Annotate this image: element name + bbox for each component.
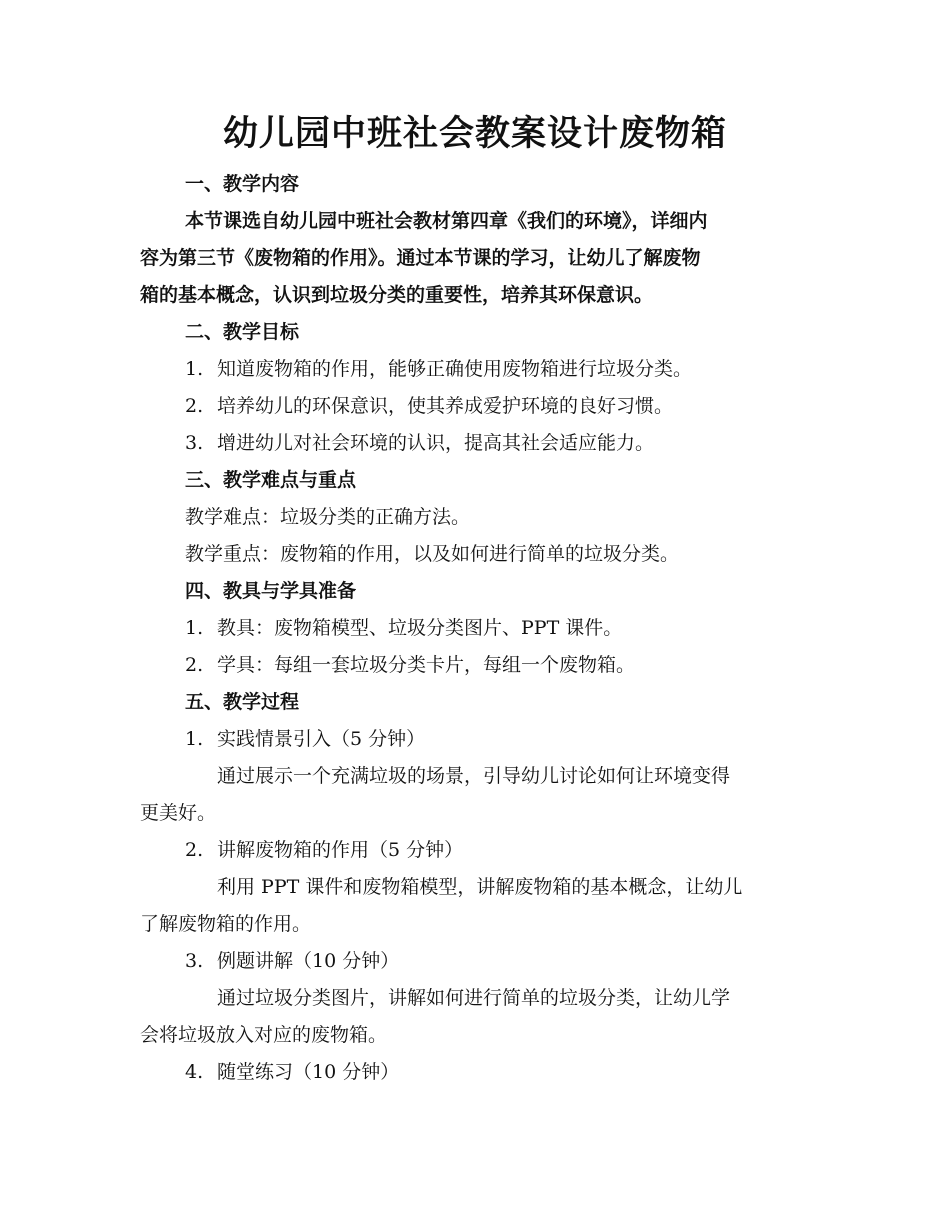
list-item — [185, 351, 692, 388]
list-text: 学具：每组一套垃圾分类卡片，每组一个废物箱。 — [217, 654, 636, 676]
step-title-text: 实践情景引入（5 分钟） — [217, 728, 426, 750]
step-title — [185, 943, 399, 980]
text-line: 教学难点：垃圾分类的正确方法。 — [185, 506, 471, 528]
list-number: 1. — [185, 617, 204, 639]
section-heading: 二、教学目标 — [185, 321, 300, 343]
step-desc-line: 会将垃圾放入对应的废物箱。 — [140, 1024, 388, 1046]
list-number: 3. — [185, 432, 204, 454]
list-number: 3. — [185, 950, 204, 972]
step-desc-line: 利用 PPT 课件和废物箱模型，讲解废物箱的基本概念，让幼儿 — [217, 876, 743, 898]
list-number: 2. — [185, 654, 204, 676]
list-text: 教具：废物箱模型、垃圾分类图片、PPT 课件。 — [217, 617, 623, 639]
list-item — [185, 425, 654, 462]
list-number: 4. — [185, 1061, 204, 1083]
paragraph-line: 箱的基本概念，认识到垃圾分类的重要性，培养其环保意识。 — [140, 284, 654, 306]
paragraph-line: 本节课选自幼儿园中班社会教材第四章《我们的环境》，详细内 — [185, 210, 708, 232]
step-title-text: 随堂练习（10 分钟） — [217, 1061, 400, 1083]
list-item — [185, 610, 622, 647]
paragraph-line: 容为第三节《废物箱的作用》。通过本节课的学习，让幼儿了解废物 — [140, 247, 701, 269]
step-title-text: 讲解废物箱的作用（5 分钟） — [217, 839, 464, 861]
section-heading: 四、教具与学具准备 — [185, 580, 357, 602]
step-title-text: 例题讲解（10 分钟） — [217, 950, 400, 972]
list-item — [185, 388, 673, 425]
list-number: 1. — [185, 358, 204, 380]
section-heading: 五、教学过程 — [185, 691, 300, 713]
section-heading: 三、教学难点与重点 — [185, 469, 357, 491]
list-item — [185, 647, 635, 684]
text-line: 教学重点：废物箱的作用，以及如何进行简单的垃圾分类。 — [185, 543, 680, 565]
step-desc-line: 更美好。 — [140, 802, 217, 824]
list-number: 2. — [185, 395, 204, 417]
list-number: 2. — [185, 839, 204, 861]
step-title — [185, 721, 425, 758]
step-title — [185, 1054, 399, 1091]
section-heading: 一、教学内容 — [185, 173, 300, 195]
list-text: 培养幼儿的环保意识，使其养成爱护环境的良好习惯。 — [217, 395, 674, 417]
list-text: 增进幼儿对社会环境的认识，提高其社会适应能力。 — [217, 432, 655, 454]
list-number: 1. — [185, 728, 204, 750]
list-text: 知道废物箱的作用，能够正确使用废物箱进行垃圾分类。 — [217, 358, 693, 380]
step-desc-line: 通过垃圾分类图片，讲解如何进行简单的垃圾分类，让幼儿学 — [217, 987, 731, 1009]
step-desc-line: 了解废物箱的作用。 — [140, 913, 312, 935]
step-title — [185, 832, 463, 869]
document-title: 幼儿园中班社会教案设计废物箱 — [222, 113, 727, 154]
step-desc-line: 通过展示一个充满垃圾的场景，引导幼儿讨论如何让环境变得 — [217, 765, 731, 787]
